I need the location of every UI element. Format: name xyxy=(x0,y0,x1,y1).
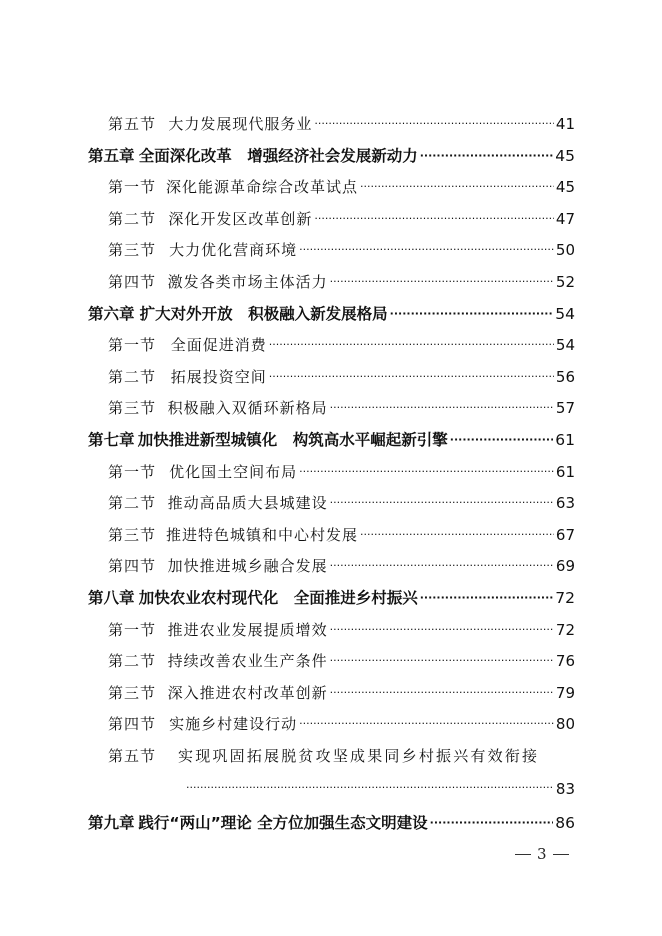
section-title: 深化开发区改革创新 xyxy=(168,210,313,228)
toc-row-section[interactable] xyxy=(108,519,575,545)
page-number: 56 xyxy=(555,368,575,386)
section-number: 第五节 xyxy=(108,747,157,765)
page-number: 86 xyxy=(555,814,575,832)
leader-dots xyxy=(299,714,554,734)
toc-row-chapter[interactable] xyxy=(88,140,575,166)
page-number: 63 xyxy=(555,494,575,512)
section-title: 激发各类市场主体活力 xyxy=(167,273,328,291)
toc-row-section[interactable] xyxy=(108,266,575,292)
toc-row-section[interactable] xyxy=(108,329,575,355)
section-number: 第二节 xyxy=(108,652,157,670)
page-number: 54 xyxy=(555,336,575,354)
toc-row-chapter[interactable] xyxy=(88,424,575,450)
section-title: 实施乡村建设行动 xyxy=(169,715,298,733)
leader-dots xyxy=(450,430,553,450)
leader-dots xyxy=(330,651,554,671)
section-title: 持续改善农业生产条件 xyxy=(167,652,328,670)
leader-dots xyxy=(299,240,554,260)
page-number: 50 xyxy=(555,241,575,259)
section-number: 第三节 xyxy=(108,399,157,417)
leader-dots xyxy=(330,556,554,576)
toc-row-section[interactable] xyxy=(108,550,575,576)
chapter-number: 第九章 xyxy=(88,814,135,832)
page-number: 67 xyxy=(555,526,575,544)
section-number: 第三节 xyxy=(108,684,157,702)
page-number: 45 xyxy=(555,147,575,165)
chapter-number: 第五章 xyxy=(88,147,135,165)
leader-dots xyxy=(360,177,554,197)
toc-row-section-wrapped[interactable] xyxy=(108,740,578,766)
page-number: 61 xyxy=(555,463,575,481)
chapter-number: 第六章 xyxy=(88,305,135,323)
toc-row-section[interactable] xyxy=(108,614,575,640)
page-number: 52 xyxy=(555,273,575,291)
leader-dots xyxy=(269,335,554,355)
page-footer xyxy=(515,842,595,866)
section-title: 大力发展现代服务业 xyxy=(168,115,313,133)
toc-row-section[interactable] xyxy=(108,392,575,418)
page-number: 57 xyxy=(555,399,575,417)
section-number: 第四节 xyxy=(108,715,157,733)
page-number: 72 xyxy=(555,589,575,607)
page-number: 83 xyxy=(555,780,575,798)
toc-row-section[interactable] xyxy=(108,171,575,197)
leader-dots xyxy=(390,304,554,324)
toc-row-section[interactable] xyxy=(108,677,575,703)
page-number: 41 xyxy=(555,115,575,133)
page-number: 76 xyxy=(555,652,575,670)
leader-dots xyxy=(330,620,554,640)
section-title: 积极融入双循环新格局 xyxy=(167,399,328,417)
chapter-title: 加快农业农村现代化 全面推进乡村振兴 xyxy=(138,589,418,607)
toc-row-section[interactable] xyxy=(108,708,575,734)
section-title: 加快推进城乡融合发展 xyxy=(167,557,328,575)
page-number: 79 xyxy=(555,684,575,702)
page-number: 47 xyxy=(555,210,575,228)
toc-row-chapter[interactable] xyxy=(88,298,575,324)
footer-page-number: 3 xyxy=(537,845,547,863)
toc-row-section[interactable] xyxy=(108,456,575,482)
leader-dots xyxy=(299,462,554,482)
page-number: 54 xyxy=(555,305,575,323)
section-title: 大力优化营商环境 xyxy=(169,241,298,259)
section-number: 第五节 xyxy=(108,115,157,133)
page-number: 80 xyxy=(555,715,575,733)
section-title: 拓展投资空间 xyxy=(170,368,267,386)
chapter-title: 践行“两山”理论 全方位加强生态文明建设 xyxy=(138,814,428,832)
toc-row-section-wrapped-continuation xyxy=(186,772,575,798)
footer-dash xyxy=(515,854,531,855)
toc-row-section[interactable] xyxy=(108,108,575,134)
section-title: 推动高品质大县城建设 xyxy=(167,494,328,512)
section-number: 第一节 xyxy=(108,463,157,481)
toc-row-chapter[interactable] xyxy=(88,582,575,608)
section-number: 第二节 xyxy=(108,368,157,386)
section-number: 第一节 xyxy=(108,178,157,196)
section-number: 第三节 xyxy=(108,526,157,544)
page-number: 72 xyxy=(555,621,575,639)
section-number: 第一节 xyxy=(108,336,157,354)
chapter-number: 第七章 xyxy=(88,431,135,449)
section-number: 第四节 xyxy=(108,273,157,291)
footer-dash xyxy=(553,854,569,855)
leader-dots xyxy=(186,778,554,798)
leader-dots xyxy=(360,525,554,545)
section-title: 深入推进农村改革创新 xyxy=(167,684,328,702)
chapter-number: 第八章 xyxy=(88,589,135,607)
section-title: 推进农业发展提质增效 xyxy=(167,621,328,639)
toc-row-section[interactable] xyxy=(108,361,575,387)
section-title: 推进特色城镇和中心村发展 xyxy=(166,526,359,544)
toc-row-section[interactable] xyxy=(108,487,575,513)
leader-dots xyxy=(330,683,554,703)
section-title: 实现巩固拓展脱贫攻坚成果同乡村振兴有效衔接 xyxy=(178,747,540,765)
section-number: 第四节 xyxy=(108,557,157,575)
leader-dots xyxy=(420,588,554,608)
leader-dots xyxy=(420,146,554,166)
toc-row-section[interactable] xyxy=(108,645,575,671)
leader-dots xyxy=(314,209,554,229)
section-number: 第二节 xyxy=(108,494,157,512)
chapter-title: 扩大对外开放 积极融入新发展格局 xyxy=(139,305,388,323)
leader-dots xyxy=(430,813,554,833)
page-number: 45 xyxy=(555,178,575,196)
leader-dots xyxy=(269,367,554,387)
chapter-title: 全面深化改革 增强经济社会发展新动力 xyxy=(138,147,418,165)
leader-dots xyxy=(330,272,554,292)
section-number: 第一节 xyxy=(108,621,157,639)
toc-row-section[interactable] xyxy=(108,234,575,260)
section-title: 全面促进消费 xyxy=(170,336,267,354)
leader-dots xyxy=(330,398,554,418)
leader-dots xyxy=(330,493,554,513)
section-title: 优化国土空间布局 xyxy=(169,463,298,481)
toc-row-chapter[interactable] xyxy=(88,807,575,833)
toc-row-section[interactable] xyxy=(108,203,575,229)
section-title: 深化能源革命综合改革试点 xyxy=(166,178,359,196)
section-number: 第二节 xyxy=(108,210,157,228)
leader-dots xyxy=(314,114,554,134)
page-number: 61 xyxy=(555,431,575,449)
chapter-title: 加快推进新型城镇化 构筑高水平崛起新引擎 xyxy=(137,431,448,449)
page-number: 69 xyxy=(555,557,575,575)
section-number: 第三节 xyxy=(108,241,157,259)
